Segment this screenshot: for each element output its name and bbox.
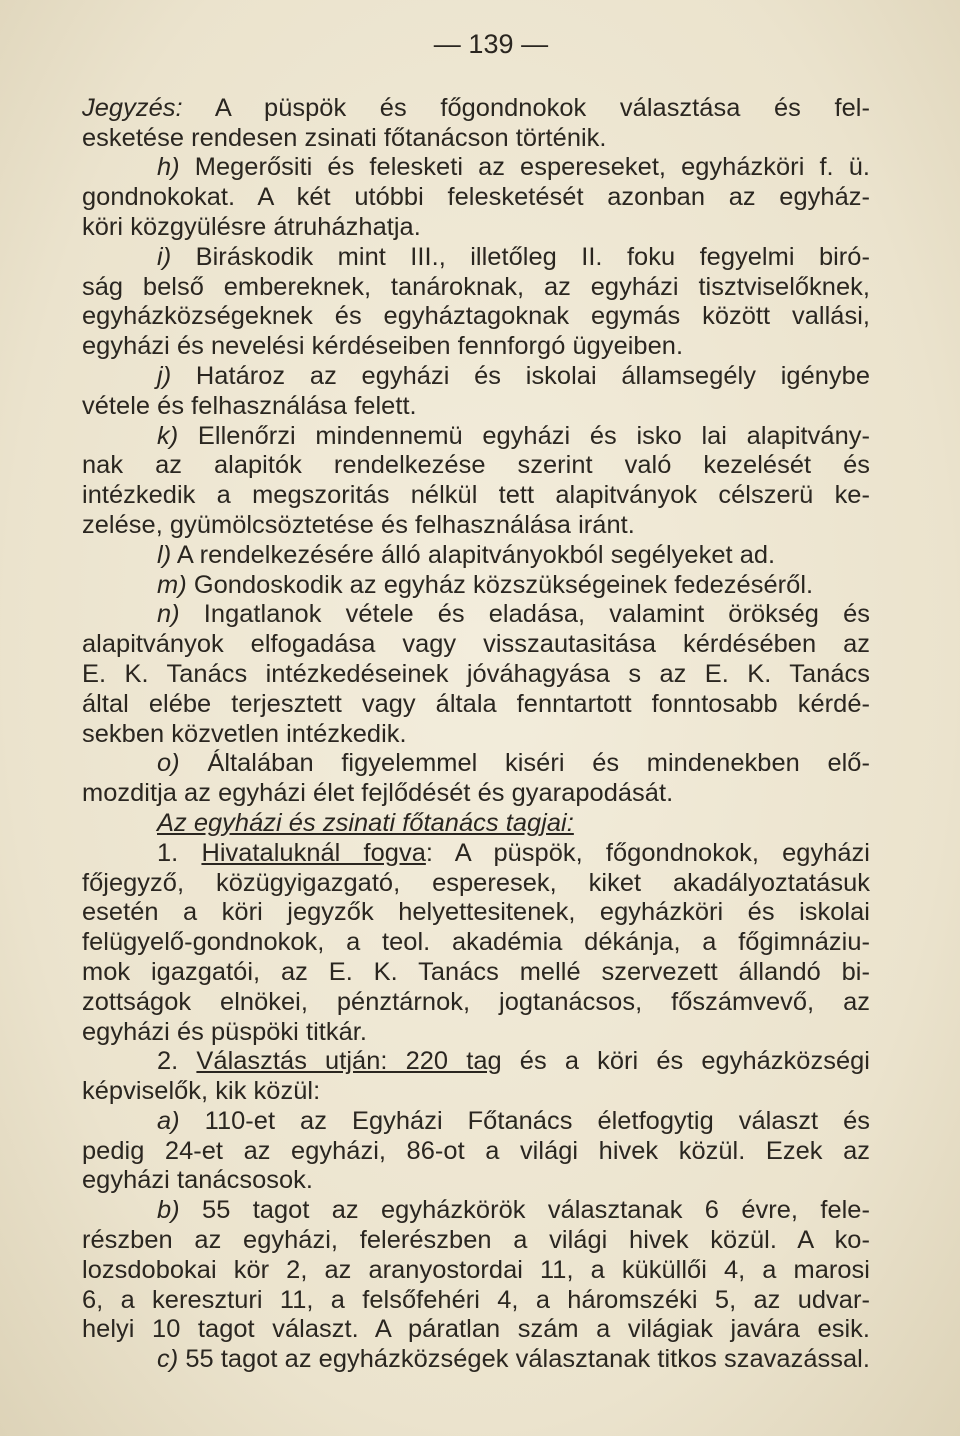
text-line [82, 451, 870, 481]
text-segment: k) [157, 421, 179, 450]
text-segment: 110-et az Egyházi Főtanács életfogytig választ és [179, 1106, 870, 1135]
text-line [82, 392, 870, 422]
text-line [82, 362, 870, 392]
text-segment: Hivataluknál fogva [201, 838, 426, 867]
text-segment: mozditja az egyházi élet fejlődését és gyarapodását. [82, 779, 674, 808]
text-line [82, 928, 870, 958]
text-line [82, 1345, 870, 1375]
text-line [82, 720, 870, 750]
text-line [82, 183, 870, 213]
text-segment: Gondoskodik az egyház közszükségeinek fedezéséről. [186, 570, 814, 599]
text-segment: helyi 10 tagot választ. A páratlan szám a világiak javára esik. [82, 1315, 870, 1344]
text-segment: A rendelkezésére álló alapitványokból segélyeket ad. [171, 540, 776, 569]
text-line [82, 422, 870, 452]
text-segment: által elébe terjesztett vagy általa fenntartott fonntosabb kérdé- [82, 689, 870, 718]
text-segment: egyházi és nevelési kérdéseiben fennforgó ügyeiben. [82, 332, 684, 361]
text-line [82, 481, 870, 511]
text-segment: j) [157, 361, 172, 390]
text-segment: részben az egyházi, felerészben a világi hivek közül. A ko- [82, 1226, 870, 1255]
text-segment: m) [157, 570, 187, 599]
text-line [82, 1315, 870, 1345]
text-segment: Általában figyelemmel kiséri és mindenekben elő- [179, 749, 870, 778]
text-segment: 2. [157, 1047, 197, 1076]
text-line [82, 1256, 870, 1286]
text-line [82, 630, 870, 660]
text-segment: pedig 24-et az egyházi, 86-ot a világi hivek közül. Ezek az [82, 1136, 870, 1165]
text-line [82, 1196, 870, 1226]
text-line [82, 660, 870, 690]
text-segment: 1. [157, 838, 202, 867]
text-segment: intézkedik a megszoritás nélkül tett alapitványok célszerü ke- [82, 481, 870, 510]
text-segment: lozsdobokai kör 2, az aranyostordai 11, a küküllői 4, a marosi [82, 1255, 870, 1284]
text-segment: i) [157, 242, 172, 271]
text-line [82, 600, 870, 630]
text-segment: vétele és felhasználása felett. [82, 391, 417, 420]
text-segment: mok igazgatói, az E. K. Tanács mellé szervezett állandó bi- [82, 957, 870, 986]
text-segment: zottságok elnökei, pénztárnok, jogtanácsos, főszámvevő, az [82, 987, 870, 1016]
text-line [82, 541, 870, 571]
text-segment: n) [157, 600, 180, 629]
text-segment: egyházi tanácsosok. [82, 1166, 314, 1195]
text-line [82, 690, 870, 720]
text-line [82, 1077, 870, 1107]
text-line [82, 273, 870, 303]
text-segment: Megerősiti és felesketi az espereseket, egyházköri f. ü. [179, 153, 870, 182]
text-segment: A püspök és főgondnokok választása és fel- [182, 93, 870, 122]
text-line [82, 839, 870, 869]
text-line [82, 1018, 870, 1048]
text-segment: egyházi és püspöki titkár. [82, 1017, 367, 1046]
text-line [82, 1226, 870, 1256]
text-segment: zelése, gyümölcsöztetése és felhasználása iránt. [82, 510, 635, 539]
text-line [82, 869, 870, 899]
text-line [82, 153, 870, 183]
text-line [82, 302, 870, 332]
text-segment: E. K. Tanács intézkedéseinek jóváhagyása s az E. K. Tanács [82, 659, 870, 688]
text-segment: 55 tagot az egyházkörök választanak 6 évre, fele- [179, 1196, 870, 1225]
text-line [82, 779, 870, 809]
text-line [82, 511, 870, 541]
text-segment: a) [157, 1106, 180, 1135]
text-line [82, 571, 870, 601]
text-segment: 6, a kereszturi 11, a felsőfehéri 4, a háromszéki 5, az udvar- [82, 1285, 870, 1314]
text-segment: felügyelő-gondnokok, a teol. akadémia dékánja, a főgimnáziu- [82, 928, 870, 957]
text-segment: 55 tagot az egyházközségek választanak titkos szavazással. [178, 1345, 870, 1374]
text-segment: Jegyzés: [82, 93, 183, 122]
text-line [82, 1166, 870, 1196]
text-segment: köri közgyülésre átruházhatja. [82, 212, 421, 241]
text-segment: h) [157, 153, 180, 182]
text-line [82, 988, 870, 1018]
text-line [82, 243, 870, 273]
text-segment: esketése rendesen zsinati főtanácson történik. [82, 123, 607, 152]
text-line [82, 1137, 870, 1167]
text-segment: l) [157, 540, 172, 569]
text-segment: b) [157, 1196, 180, 1225]
text-segment: o) [157, 749, 180, 778]
page-body [82, 20, 870, 1375]
text-line [82, 958, 870, 988]
text-segment: Ellenőrzi mindennemü egyházi és isko lai alapitvány- [178, 421, 870, 450]
text-line [82, 898, 870, 928]
text-segment: egyházközségeknek és egyháztagoknak egymás között vallási, [82, 302, 870, 331]
text-segment: alapitványok elfogadása vagy visszautasitása kérdésében az [82, 630, 870, 659]
text-line [82, 749, 870, 779]
text-segment: Ingatlanok vétele és eladása, valamint örökség és [179, 600, 870, 629]
text-line [82, 94, 870, 124]
text-segment: : A püspök, főgondnokok, egyházi [425, 838, 870, 867]
text-segment: Biráskodik mint III., illetőleg II. foku fegyelmi biró- [171, 242, 870, 271]
text-segment: Az egyházi és zsinati főtanács tagjai: [157, 808, 574, 837]
text-segment: és a köri és egyházközségi [501, 1047, 870, 1076]
text-segment: nak az alapitók rendelkezése szerint való kezelését és [82, 451, 870, 480]
text-segment: főjegyző, közügyigazgató, esperesek, kiket akadályoztatásuk [82, 868, 870, 897]
text-line [82, 124, 870, 154]
text-segment: ság belső embereknek, tanároknak, az egyházi tisztviselőknek, [82, 272, 870, 301]
page-number: — 139 — [433, 29, 549, 59]
text-segment: gondnokokat. A két utóbbi felesketését azonban az egyház- [82, 183, 870, 212]
text-segment: Határoz az egyházi és iskolai államsegély igénybe [171, 361, 870, 390]
text-segment: Választás utján: 220 tag [196, 1047, 502, 1076]
text-line [82, 213, 870, 243]
text-line [82, 1107, 870, 1137]
text-segment: c) [157, 1345, 179, 1374]
text-line [82, 332, 870, 362]
text-segment: esetén a köri jegyzők helyettesitenek, egyházköri és iskolai [82, 898, 870, 927]
text-line [82, 1286, 870, 1316]
text-segment: képviselők, kik közül: [82, 1077, 321, 1106]
text-line [82, 1047, 870, 1077]
text-line [82, 809, 870, 839]
text-segment: sekben közvetlen intézkedik. [82, 719, 407, 748]
text-lines [82, 94, 870, 1375]
